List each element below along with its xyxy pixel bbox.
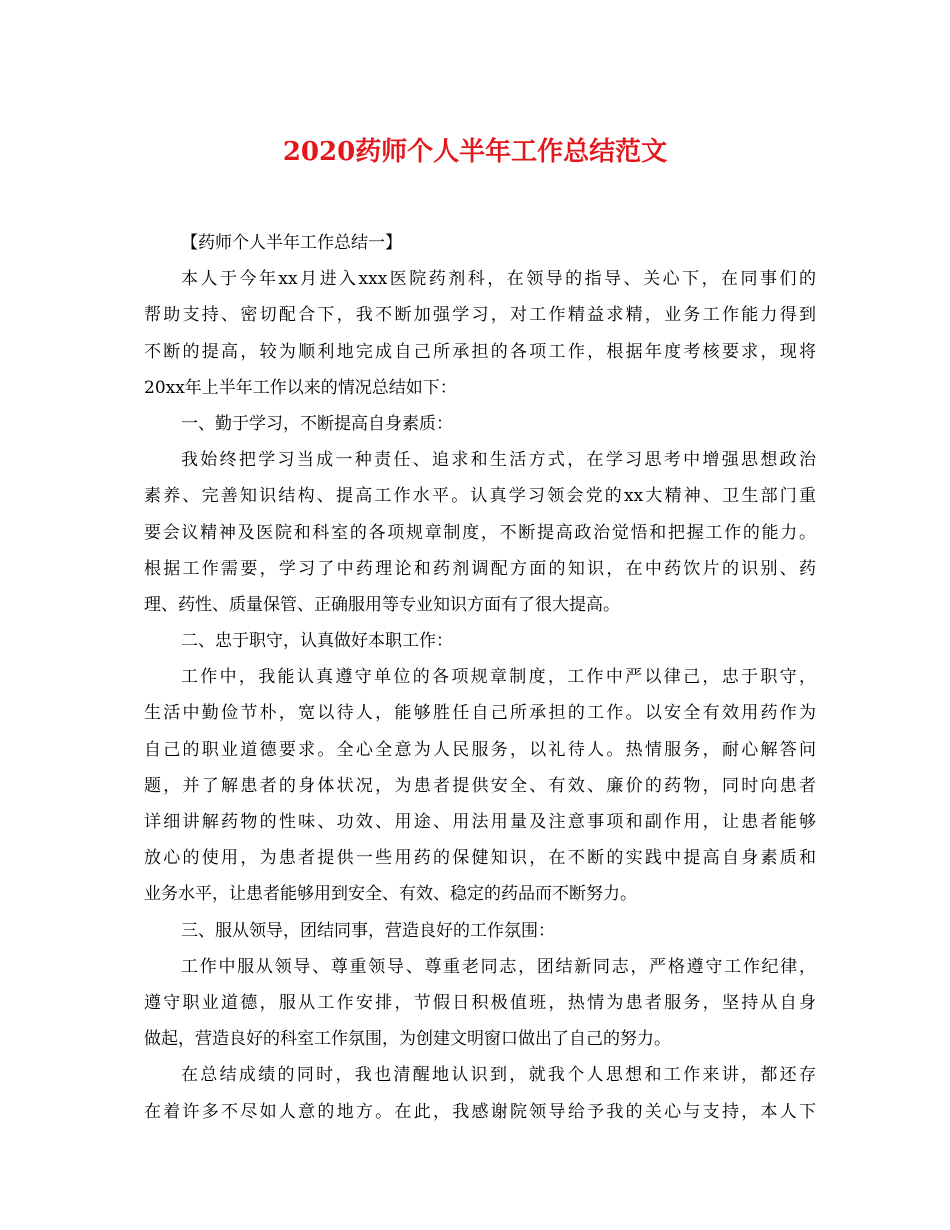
text-line: 二、忠于职守，认真做好本职工作： <box>181 631 453 652</box>
text-line: 业务水平，让患者能够用到安全、有效、稳定的药品而不断努力。 <box>144 884 637 905</box>
text-line: 我始终把学习当成一种责任、追求和生活方式，在学习思考中增强思想政治 <box>181 450 816 471</box>
text-line: 本人于今年xx月进入xxx医院药剂科，在领导的指导、关心下，在同事们的 <box>181 269 816 290</box>
text-line: 放心的使用，为患者提供一些用药的保健知识，在不断的实践中提高自身素质和 <box>144 848 816 869</box>
text-line: 【药师个人半年工作总结一】 <box>181 233 402 253</box>
text-line: 根据工作需要，学习了中药理论和药剂调配方面的知识，在中药饮片的识别、药 <box>144 558 816 579</box>
text-line: 不断的提高，较为顺利地完成自己所承担的各项工作，根据年度考核要求，现将 <box>144 341 816 362</box>
text-line: 做起，营造良好的科室工作氛围，为创建文明窗口做出了自己的努力。 <box>144 1029 671 1050</box>
text-line: 在总结成绩的同时，我也清醒地认识到，就我个人思想和工作来讲，都还存 <box>181 1065 816 1086</box>
text-line: 20xx年上半年工作以来的情况总结如下： <box>144 377 457 398</box>
text-line: 遵守职业道德，服从工作安排，节假日积极值班，热情为患者服务，坚持从自身 <box>144 992 816 1013</box>
text-line: 素养、完善知识结构、提高工作水平。认真学习领会党的xx大精神、卫生部门重 <box>144 486 816 507</box>
text-line: 理、药性、质量保管、正确服用等专业知识方面有了很大提高。 <box>144 594 620 615</box>
text-line: 详细讲解药物的性味、功效、用途、用法用量及注意事项和副作用，让患者能够 <box>144 812 816 832</box>
text-line: 三、服从领导，团结同事，营造良好的工作氛围： <box>181 920 555 941</box>
document-body <box>144 225 816 1130</box>
text-line: 帮助支持、密切配合下，我不断加强学习，对工作精益求精，业务工作能力得到 <box>144 305 816 326</box>
text-line: 题，并了解患者的身体状况，为患者提供安全、有效、廉价的药物，同时向患者 <box>144 775 816 796</box>
text-line: 在着许多不尽如人意的地方。在此，我感谢院领导给予我的关心与支持，本人下 <box>144 1101 816 1122</box>
text-line: 要会议精神及医院和科室的各项规章制度，不断提高政治觉悟和把握工作的能力。 <box>144 522 816 543</box>
text-line: 自己的职业道德要求。全心全意为人民服务，以礼待人。热情服务，耐心解答问 <box>144 739 816 760</box>
text-line: 工作中服从领导、尊重领导、尊重老同志，团结新同志，严格遵守工作纪律， <box>181 956 816 977</box>
text-line: 生活中勤俭节朴，宽以待人，能够胜任自己所承担的工作。以安全有效用药作为 <box>144 703 816 724</box>
document-title: 2020药师个人半年工作总结范文 <box>282 137 668 167</box>
text-line: 工作中，我能认真遵守单位的各项规章制度，工作中严以律己，忠于职守， <box>181 667 816 688</box>
text-line: 一、勤于学习，不断提高自身素质： <box>181 413 453 434</box>
